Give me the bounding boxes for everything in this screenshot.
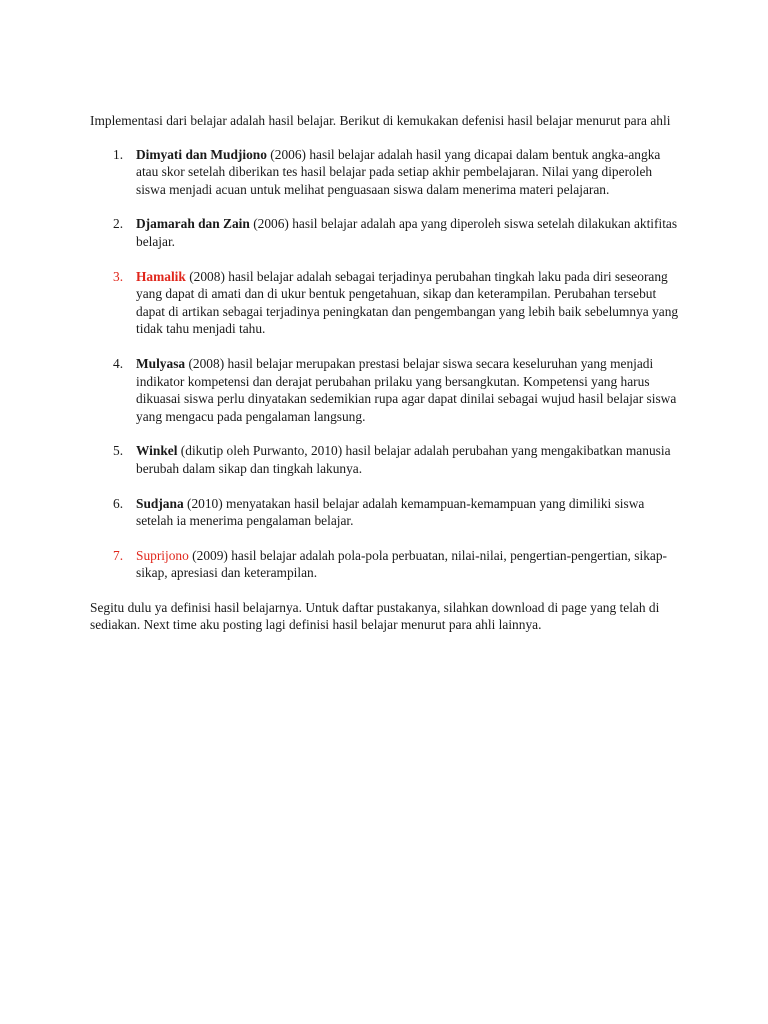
definition-text: (dikutip oleh Purwanto, 2010) hasil belajar adalah perubahan yang mengakibatkan manusia berubah dalam sikap dan tingkah lakunya. [136,443,671,476]
list-item-mulyasa [90,355,680,425]
definition-text: (2010) menyatakan hasil belajar adalah kemampuan-kemampuan yang dimiliki siswa setelah ia menerima pengalaman belajar. [136,495,645,529]
document-page [90,112,680,634]
author-name: Djamarah dan Zain [136,216,250,232]
author-name-highlighted: Hamalik [136,268,186,284]
list-item-sudjana [90,495,680,530]
author-name: Mulyasa [136,355,186,371]
list-number: 5. [113,443,124,459]
intro-paragraph: Implementasi dari belajar adalah hasil belajar. Berikut di kemukakan defenisi hasil belajar menurut para ahli [90,113,671,128]
author-name: Winkel [136,443,178,459]
list-number: 4. [113,355,124,371]
definition-text: (2006) hasil belajar adalah hasil yang dicapai dalam bentuk angka-angka atau skor setelah diberikan tes hasil belajar pada setiap akhir pembelajaran. Nilai yang diperoleh siswa menjadi acuan untuk melihat penguasaan siswa dalam menerima materi pelajaran. [136,146,661,197]
list-number: 3. [113,268,124,284]
author-name: Dimyati dan Mudjiono [136,146,267,162]
definition-text: (2006) hasil belajar adalah apa yang diperoleh siswa setelah dilakukan aktifitas belajar. [136,216,678,249]
list-number: 6. [113,495,124,511]
list-number: 7. [113,547,124,563]
list-item-dimyati [90,146,680,199]
list-item-suprijono [90,547,680,582]
author-name: Sudjana [136,495,184,511]
definition-text: (2008) hasil belajar adalah sebagai terjadinya perubahan tingkah laku pada diri seseorang yang dapat di amati dan di ukur bentuk pengetahuan, sikap dan keterampilan. Perubahan tersebut dapat di artikan sebagai terjadinya peningkatan dan pengembangan yang lebih baik sebelumnya yang tidak tahu menjadi tahu. [136,268,679,337]
list-item-winkel [90,442,680,477]
definition-text: (2009) hasil belajar adalah pola-pola perbuatan, nilai-nilai, pengertian-pengertian, sikap-sikap, apresiasi dan keterampilan. [136,547,667,581]
list-number: 1. [113,146,124,162]
definition-text: (2008) hasil belajar merupakan prestasi belajar siswa secara keseluruhan yang menjadi indikator kompetensi dan derajat perubahan prilaku yang bersangkutan. Kompetensi yang harus dikuasai siswa perlu dinyatakan sedemikian rupa agar dapat dinilai sebagai wujud hasil belajar siswa yang mengacu pada pengalaman langsung. [136,355,677,424]
author-name-highlighted: Suprijono [136,547,189,563]
definitions-list [90,146,680,582]
list-item-djamarah [90,215,680,250]
closing-paragraph: Segitu dulu ya definisi hasil belajarnya. Untuk daftar pustakanya, silahkan download di page yang telah di sediakan. Next time aku posting lagi definisi hasil belajar menurut para ahli lainnya. [90,599,660,633]
list-item-hamalik [90,268,680,338]
list-number: 2. [113,216,124,232]
